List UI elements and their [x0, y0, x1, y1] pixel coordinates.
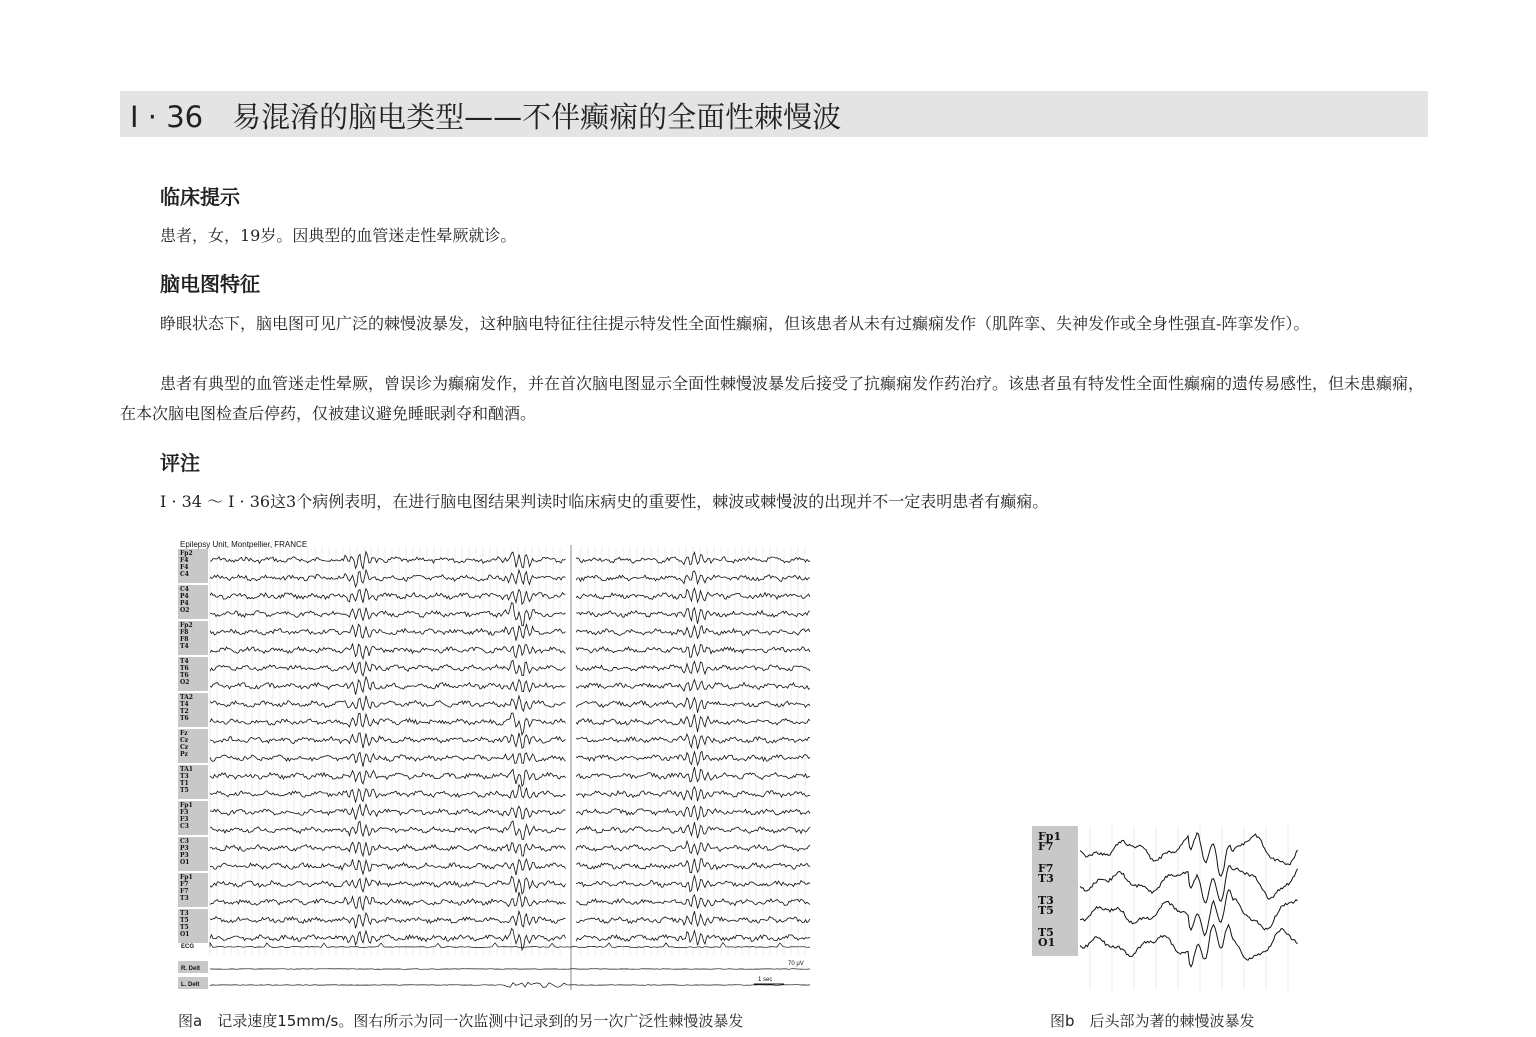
extra-trace	[210, 982, 810, 987]
eeg-trace	[210, 696, 810, 713]
channel-label: T6	[180, 665, 189, 672]
heading-eeg-features: 脑电图特征	[160, 272, 260, 296]
channel-label: T3	[180, 910, 189, 917]
eeg-trace	[210, 733, 810, 749]
page-title: Ⅰ · 36 易混淆的脑电类型——不伴癫痫的全面性棘慢波	[130, 100, 842, 134]
channel-label: TA2	[180, 694, 193, 701]
channel-label: T4	[180, 658, 189, 665]
paragraph-comment: Ⅰ · 34 ～ Ⅰ · 36这3个病例表明，在进行脑电图结果判读时临床病史的重要性，棘波或棘慢波的出现并不一定表明患者有癫痫。	[160, 492, 1049, 511]
channel-label: T5	[1038, 904, 1054, 917]
channel-label: Cz	[180, 744, 189, 751]
channel-label: T5	[1038, 926, 1054, 939]
figure-b-caption: 图b 后头部为著的棘慢波暴发	[1050, 1012, 1255, 1030]
channel-label: T1	[180, 780, 189, 787]
channel-label: Fp1	[1038, 830, 1062, 843]
channel-label: Fp1	[180, 874, 193, 881]
eeg-figure-a	[176, 535, 812, 995]
channel-label: Fz	[180, 730, 188, 737]
channel-label: TA1	[180, 766, 193, 773]
channel-label: O2	[180, 679, 190, 686]
channel-label: P4	[180, 593, 189, 600]
channel-label: T5	[180, 787, 189, 794]
channel-label: T3	[1038, 872, 1054, 885]
channel-label: O1	[180, 859, 190, 866]
extra-trace	[210, 969, 810, 970]
channel-label: Fp2	[180, 622, 193, 629]
channel-label: F7	[1038, 840, 1054, 853]
channel-label: T2	[180, 708, 189, 715]
channel-label: O2	[180, 607, 190, 614]
channel-label: Cz	[180, 737, 189, 744]
eeg-trace	[1080, 833, 1298, 876]
eeg-trace	[1080, 925, 1298, 967]
eeg-trace	[210, 876, 810, 894]
eeg-trace	[210, 552, 810, 569]
channel-label: F4	[180, 564, 189, 571]
channel-label: P3	[180, 852, 189, 859]
eeg-trace	[210, 677, 810, 695]
heading-clinical-hint: 临床提示	[160, 185, 240, 209]
figure-b	[1030, 820, 1300, 995]
channel-label: F3	[180, 816, 189, 823]
eeg-trace	[210, 603, 810, 626]
paragraph-clinical-hint: 患者，女，19岁。因典型的血管迷走性晕厥就诊。	[160, 226, 517, 245]
eeg-figure-b	[1030, 820, 1300, 995]
eeg-trace	[210, 841, 810, 856]
eeg-trace	[210, 570, 810, 587]
channel-label: T6	[180, 672, 189, 679]
extra-trace	[210, 943, 810, 948]
channel-label: O1	[1038, 936, 1056, 949]
heading-comment: 评注	[160, 451, 200, 475]
eeg-trace	[210, 643, 810, 658]
extra-channel-label: ECG	[181, 944, 195, 950]
channel-label: F8	[180, 636, 189, 643]
extra-channel-label: L. Delt	[181, 982, 200, 988]
channel-label: T5	[180, 924, 189, 931]
channel-label: P4	[180, 600, 189, 607]
eeg-trace	[210, 713, 810, 735]
title-bar	[120, 91, 1428, 137]
eeg-trace	[210, 859, 810, 876]
paragraph-eeg-features-2: 患者有典型的血管迷走性晕厥，曾误诊为癫痫发作，并在首次脑电图显示全面性棘慢波暴发后接受了抗癫痫发作药治疗。该患者虽有特发性全面性癫痫的遗传易感性，但未患癫痫，在本次脑电图检查后停药，仅被建议避免睡眠剥夺和酗酒。	[120, 374, 1425, 423]
eeg-trace	[1080, 890, 1298, 936]
channel-label: O1	[180, 931, 190, 938]
figure-a-caption: 图a 记录速度15mm/s。图右所示为同一次监测中记录到的另一次广泛性棘慢波暴发	[178, 1012, 744, 1030]
figure-a	[176, 535, 812, 995]
channel-label: T3	[1038, 894, 1054, 907]
eeg-trace	[210, 785, 810, 802]
channel-label: F8	[180, 629, 189, 636]
channel-label: F3	[180, 809, 189, 816]
channel-label: T5	[180, 917, 189, 924]
eeg-trace	[210, 588, 810, 604]
eeg-trace	[210, 821, 810, 839]
scale-time-label: 1 sec	[758, 977, 773, 983]
channel-label: F7	[1038, 862, 1054, 875]
channel-label: C3	[180, 823, 189, 830]
channel-label: P3	[180, 845, 189, 852]
channel-label: Fp1	[180, 802, 193, 809]
eeg-trace	[210, 911, 810, 928]
channel-label: F7	[180, 881, 189, 888]
eeg-trace	[210, 804, 810, 820]
eeg-trace	[210, 624, 810, 640]
paragraph-eeg-features-1: 睁眼状态下，脑电图可见广泛的棘慢波暴发，这种脑电特征往往提示特发性全面性癫痫，但该患者从未有过癫痫发作（肌阵挛、失神发作或全身性强直-阵挛发作）。	[160, 314, 1310, 333]
channel-label: T4	[180, 643, 189, 650]
eeg-trace	[1080, 866, 1298, 903]
channel-label: F4	[180, 557, 189, 564]
extra-channel-label: R. Delt	[181, 966, 201, 972]
channel-label: C3	[180, 838, 189, 845]
channel-label: Fp2	[180, 550, 193, 557]
scale-amplitude-label: 70 μV	[788, 961, 804, 967]
eeg-trace	[210, 752, 810, 767]
channel-label: F7	[180, 888, 189, 895]
eeg-trace	[210, 767, 810, 786]
eeg-trace	[210, 892, 810, 910]
eeg-trace	[210, 660, 810, 675]
channel-label: T6	[180, 715, 189, 722]
channel-label: T3	[180, 895, 189, 902]
channel-label: T4	[180, 701, 189, 708]
channel-label: C4	[180, 571, 189, 578]
figure-a-source-label: Epilepsy Unit, Montpellier, FRANCE	[180, 540, 308, 549]
channel-label: T3	[180, 773, 189, 780]
channel-label: C4	[180, 586, 189, 593]
channel-label: Pz	[180, 751, 188, 758]
